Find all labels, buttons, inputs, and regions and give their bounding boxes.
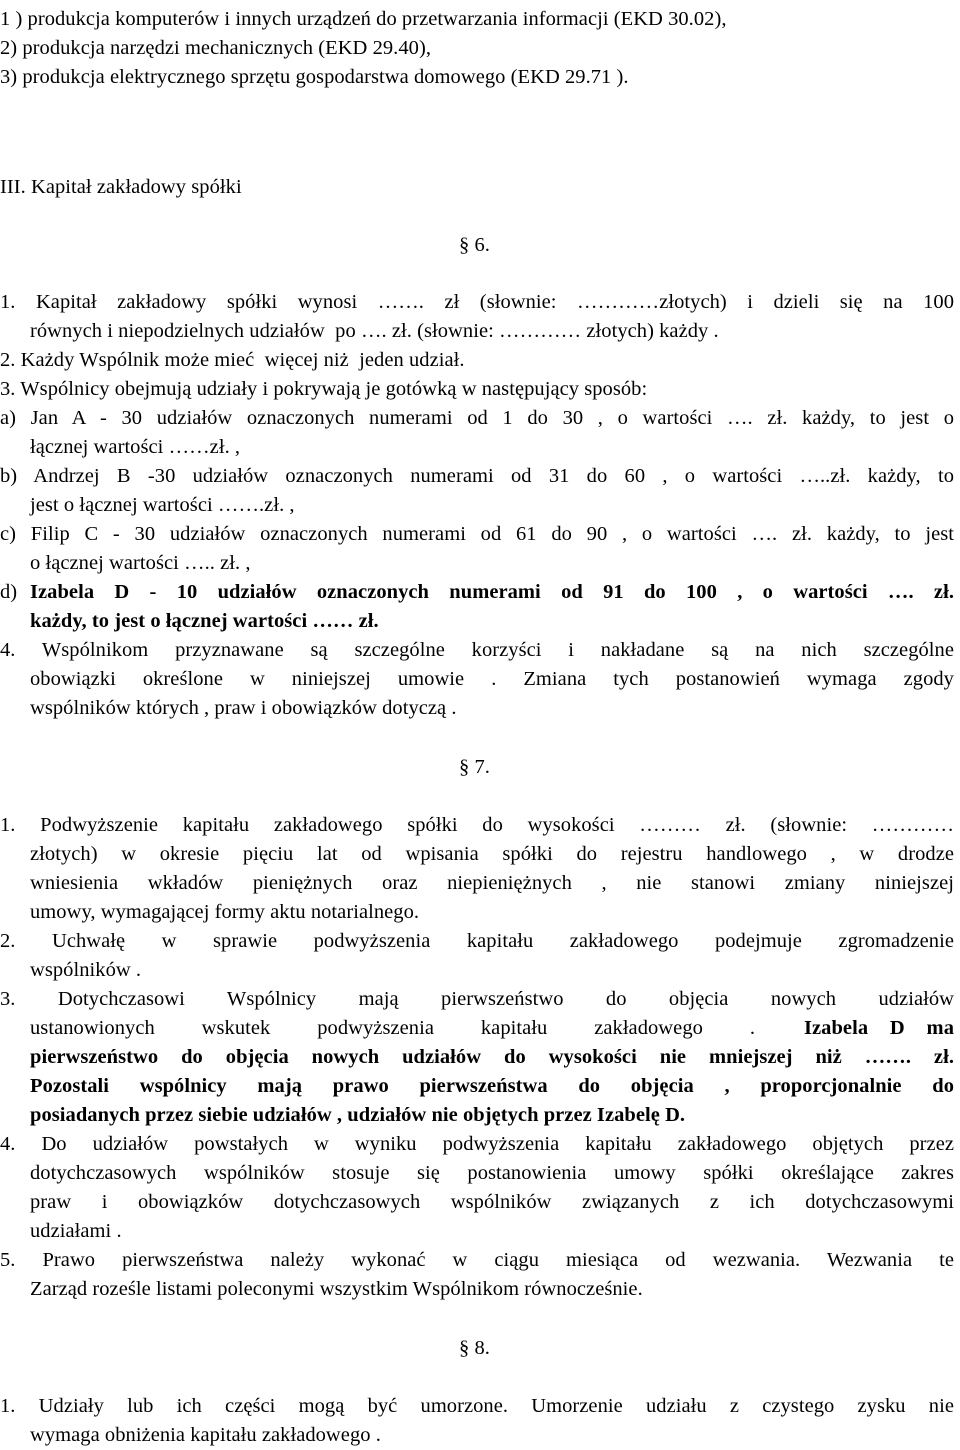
text-line: b) Andrzej B -30 udziałów oznaczonych numerami od 31 do 60 , o wartości …..zł. każdy, to (0, 465, 954, 487)
text-line-bold: pierwszeństwo do objęcia nowych udziałów do wysokości nie mniejszej niż ……. zł. (30, 1046, 954, 1068)
text-line: łącznej wartości ……zł. , (30, 436, 241, 458)
text-line: o łącznej wartości ….. zł. , (30, 552, 251, 574)
text-line: 5. Prawo pierwszeństwa należy wykonać w ciągu miesiąca od wezwania. Wezwania te (0, 1249, 954, 1271)
paragraph-heading-7: § 7. (459, 756, 490, 778)
section-heading-capital: III. Kapitał zakładowy spółki (0, 176, 242, 198)
list-item-computers: 1 ) produkcja komputerów i innych urządzeń do przetwarzania informacji (EKD 30.02), (0, 8, 727, 30)
text-line: udziałami . (30, 1220, 122, 1242)
text-line: c) Filip C - 30 udziałów oznaczonych numerami od 61 do 90 , o wartości …. zł. każdy, to jest (0, 523, 954, 545)
text-line: praw i obowiązków dotychczasowych wspólników związanych z ich dotychczasowymi (30, 1191, 954, 1213)
text-line: Zarząd roześle listami poleconymi wszystkim Wspólnikom równocześnie. (30, 1278, 643, 1300)
text-line-bold: Pozostali wspólnicy mają prawo pierwszeństwa do objęcia , proporcjonalnie do (30, 1075, 954, 1097)
text-line-bold: każdy, to jest o łącznej wartości …… zł. (30, 610, 379, 632)
text-line: 4. Do udziałów powstałych w wyniku podwyższenia kapitału zakładowego objętych przez (0, 1133, 954, 1155)
text-line-bold: Izabela D ma (804, 1017, 954, 1039)
text-line: równych i niepodzielnych udziałów po …. zł. (słownie: ………… złotych) każdy . (30, 320, 719, 342)
text-line: wspólników . (30, 959, 142, 981)
text-line: 1. Podwyższenie kapitału zakładowego spółki do wysokości ……… zł. (słownie: ………… (0, 814, 954, 836)
paragraph-heading-6: § 6. (459, 234, 490, 256)
list-item-appliances: 3) produkcja elektrycznego sprzętu gospodarstwa domowego (EKD 29.71 ). (0, 66, 629, 88)
text-line: 1. Kapitał zakładowy spółki wynosi ……. zł (słownie: …………złotych) i dzieli się na 100 (0, 291, 954, 313)
text-line: a) Jan A - 30 udziałów oznaczonych numerami od 1 do 30 , o wartości …. zł. każdy, to jest o (0, 407, 954, 429)
text-line: 3. Dotychczasowi Wspólnicy mają pierwszeństwo do objęcia nowych udziałów (0, 988, 954, 1010)
text-line: obowiązki określone w niniejszej umowie . Zmiana tych postanowień wymaga zgody (30, 668, 954, 690)
list-item-tools: 2) produkcja narzędzi mechanicznych (EKD 29.40), (0, 37, 432, 59)
text-line-bold: Izabela D - 10 udziałów oznaczonych numerami od 91 do 100 , o wartości …. zł. (30, 581, 954, 603)
text-line: wymaga obniżenia kapitału zakładowego . (30, 1424, 381, 1446)
text-line: ustanowionych wskutek podwyższenia kapitału zakładowego . (30, 1017, 755, 1039)
text-line: wniesienia wkładów pieniężnych oraz niepieniężnych , nie stanowi zmiany niniejszej (30, 872, 954, 894)
text-line: 4. Wspólnikom przyznawane są szczególne korzyści i nakładane są na nich szczególne (0, 639, 954, 661)
text-line: 2. Każdy Wspólnik może mieć więcej niż jeden udział. (0, 349, 465, 371)
text-line: 2. Uchwałę w sprawie podwyższenia kapitału zakładowego podejmuje zgromadzenie (0, 930, 954, 952)
text-line: jest o łącznej wartości …….zł. , (30, 494, 295, 516)
text-line: umowy, wymagającej formy aktu notarialnego. (30, 901, 420, 923)
text-line: 3. Wspólnicy obejmują udziały i pokrywają je gotówką w następujący sposób: (0, 378, 648, 400)
list-marker-d: d) (0, 581, 23, 603)
paragraph-heading-8: § 8. (459, 1337, 490, 1359)
text-line: wspólników których , praw i obowiązków dotyczą . (30, 697, 457, 719)
text-line-bold: posiadanych przez siebie udziałów , udziałów nie objętych przez Izabelę D. (30, 1104, 686, 1126)
text-line: dotychczasowych wspólników stosuje się postanowienia umowy spółki określające zakres (30, 1162, 954, 1184)
text-line: 1. Udziały lub ich części mogą być umorzone. Umorzenie udziału z czystego zysku nie (0, 1395, 954, 1417)
text-line: złotych) w okresie pięciu lat od wpisania spółki do rejestru handlowego , w drodze (30, 843, 954, 865)
